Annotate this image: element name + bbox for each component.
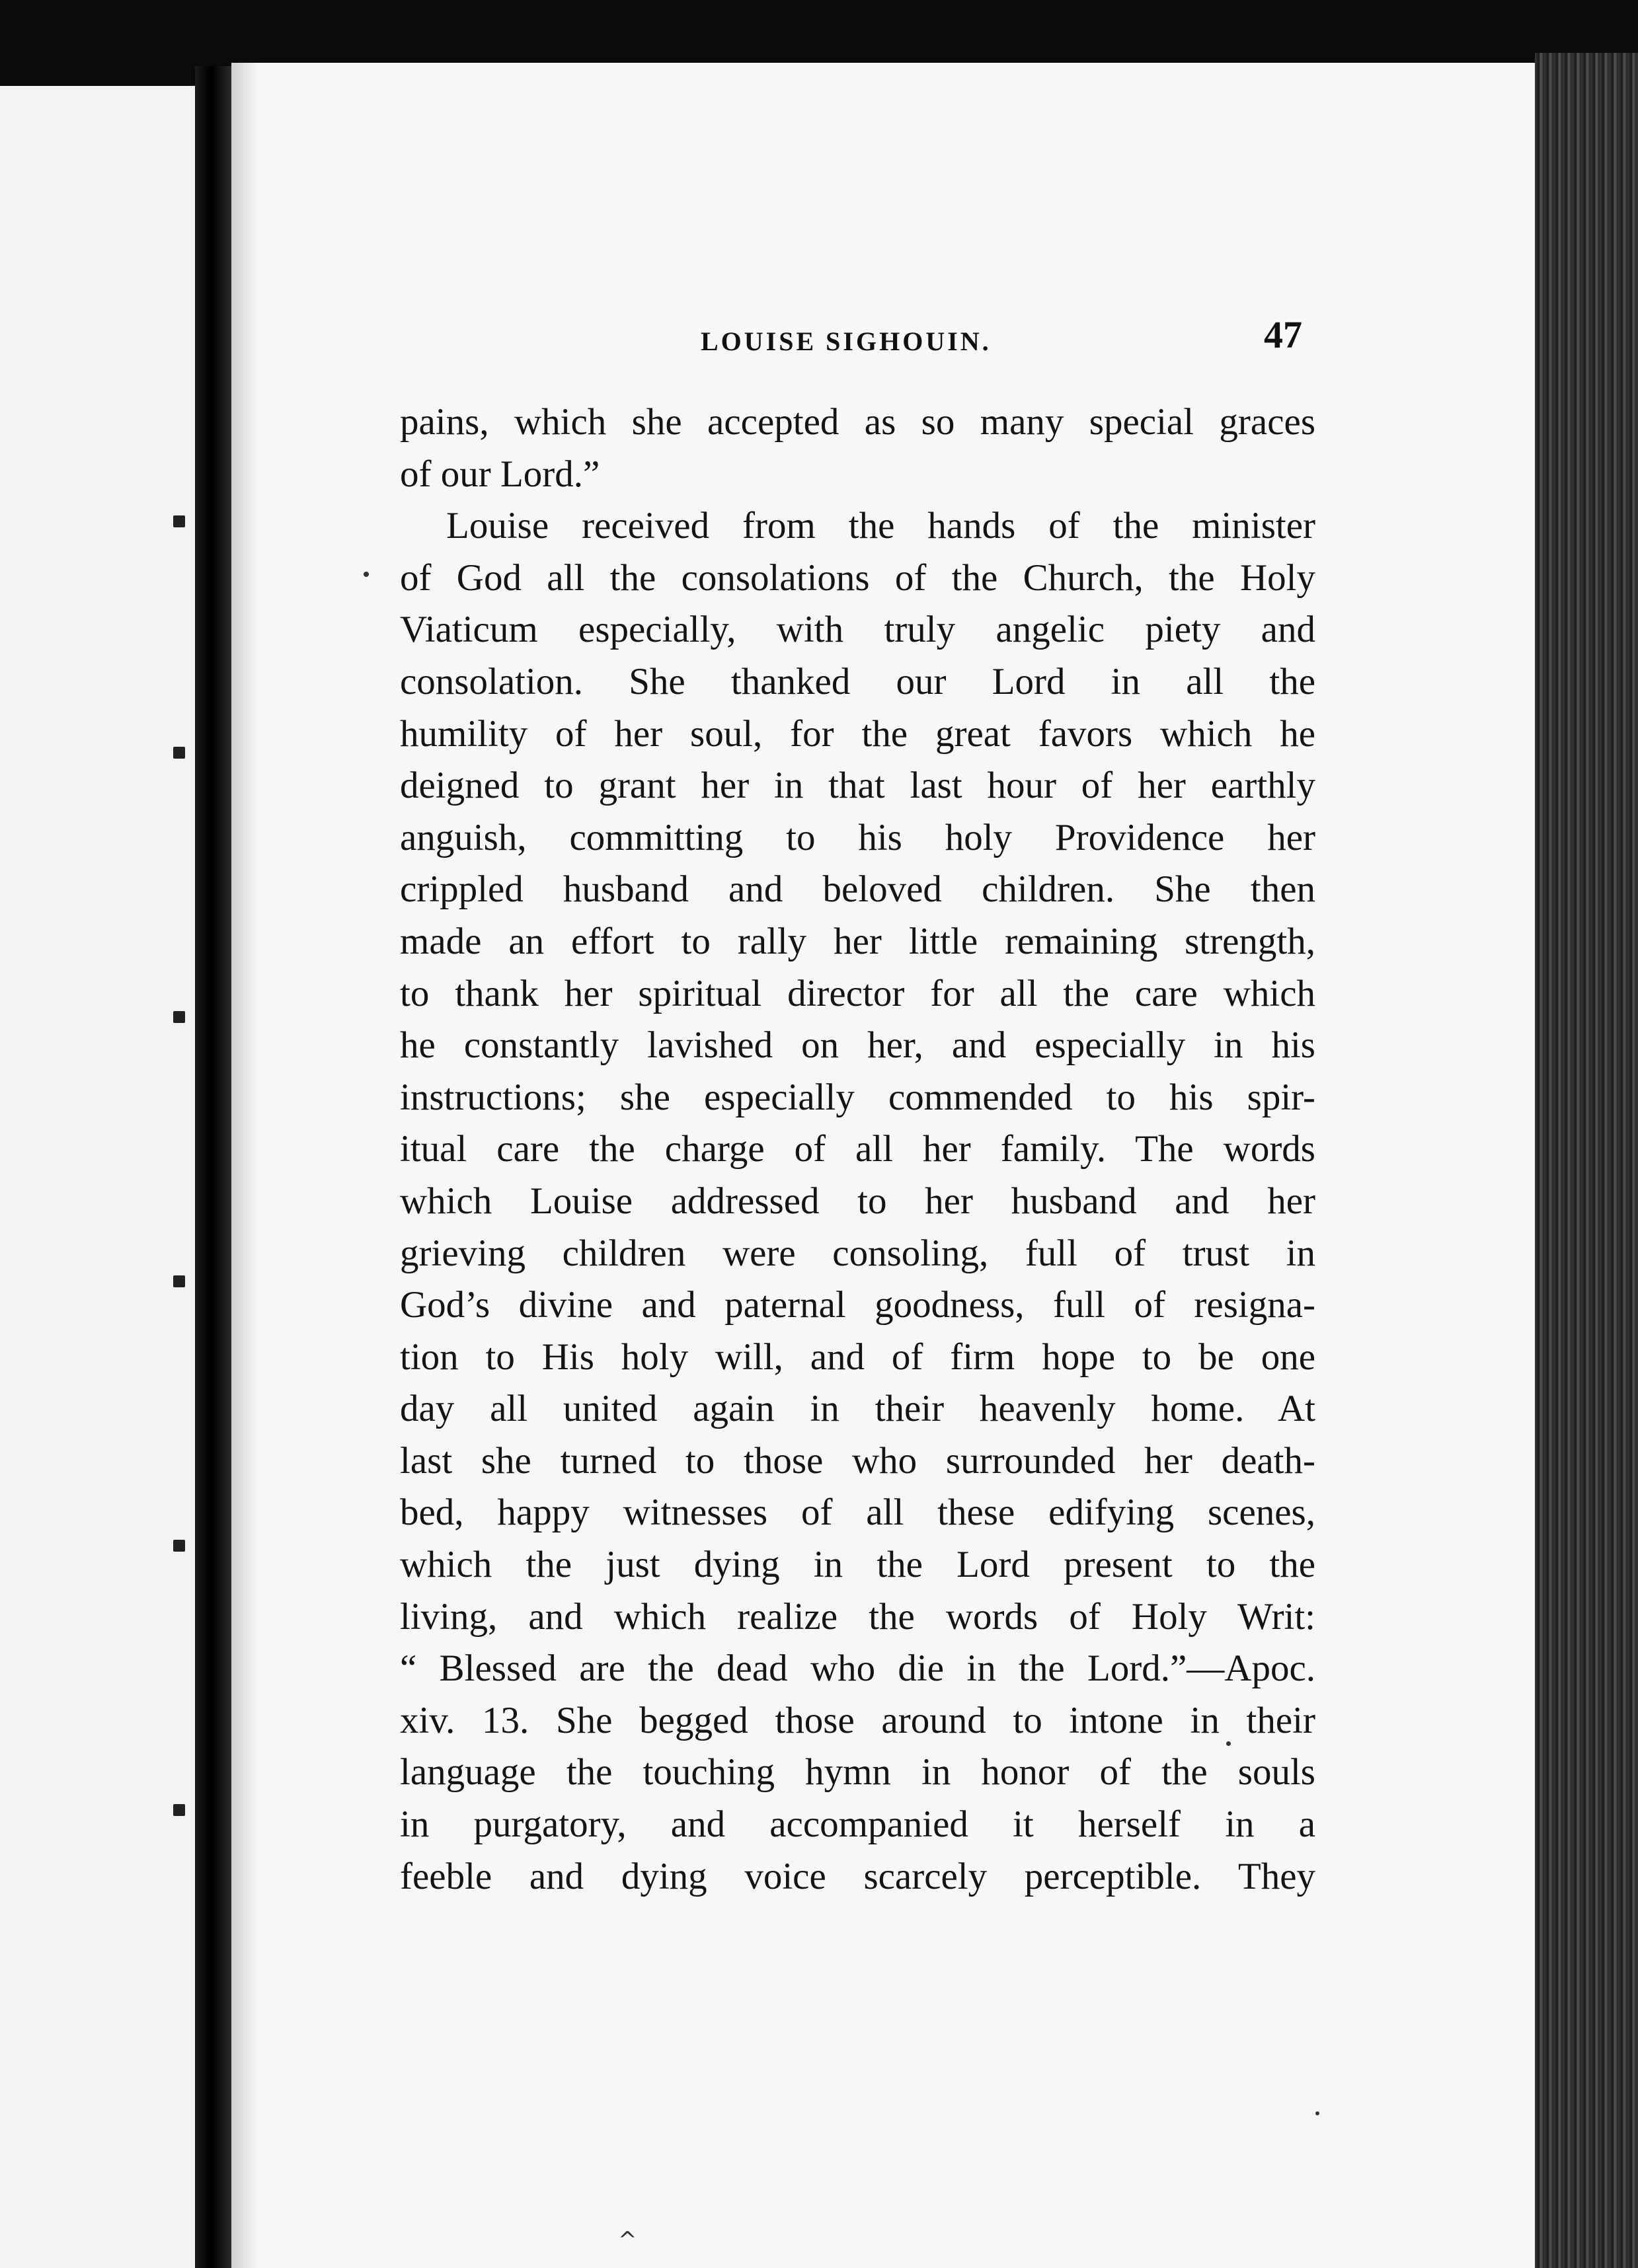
- text-line: made an effort to rally her little remaining strength,: [400, 920, 1315, 962]
- ink-speck: [364, 572, 369, 577]
- text-line: of God all the consolations of the Church, the Holy: [400, 556, 1315, 599]
- text-line: grieving children were consoling, full of trust in: [400, 1232, 1315, 1274]
- text-line: feeble and dying voice scarcely perceptible. They: [400, 1855, 1315, 1897]
- text-line: consolation. She thanked our Lord in all the: [400, 660, 1315, 702]
- text-line: pains, which she accepted as so many special graces: [400, 401, 1315, 443]
- text-line: xiv. 13. She begged those around to intone in their: [400, 1699, 1315, 1741]
- text-line: tion to His holy will, and of firm hope to be one: [400, 1336, 1315, 1378]
- ink-speck: [1315, 2111, 1319, 2115]
- text-line: instructions; she especially commended to his spir-: [400, 1076, 1315, 1118]
- text-line: God’s divine and paternal goodness, full of resigna-: [400, 1284, 1315, 1326]
- page-shadow: [231, 63, 258, 2268]
- text-line: language the touching hymn in honor of the souls: [400, 1751, 1315, 1794]
- bleed-mark: [173, 1011, 185, 1023]
- text-line: Louise received from the hands of the minister: [446, 505, 1315, 547]
- text-line: in purgatory, and accompanied it herself in a: [400, 1803, 1315, 1846]
- left-facing-page: [0, 86, 195, 2268]
- text-line: of our Lord.”: [400, 453, 600, 495]
- footer-mark: ^: [618, 2227, 637, 2253]
- ink-speck: [1226, 1741, 1231, 1746]
- text-line: to thank her spiritual director for all the care which: [400, 972, 1315, 1014]
- page-header: [231, 313, 1535, 365]
- text-line: itual care the charge of all her family. The words: [400, 1128, 1315, 1170]
- text-line: humility of her soul, for the great favors which he: [400, 712, 1315, 755]
- book-page: [231, 63, 1535, 2268]
- text-line: crippled husband and beloved children. She then: [400, 868, 1315, 911]
- running-head: LOUISE SIGHOUIN.: [701, 326, 992, 356]
- page-edges: [1535, 53, 1638, 2268]
- bleed-mark: [173, 1540, 185, 1552]
- text-line: anguish, committing to his holy Providence her: [400, 816, 1315, 858]
- page-number: 47: [1264, 313, 1302, 356]
- text-line: bed, happy witnesses of all these edifying scenes,: [400, 1492, 1315, 1534]
- text-line: deigned to grant her in that last hour of her earthly: [400, 765, 1315, 807]
- text-line: which the just dying in the Lord present to the: [400, 1544, 1315, 1586]
- bleed-mark: [173, 747, 185, 759]
- text-line: he constantly lavished on her, and especially in his: [400, 1024, 1315, 1067]
- text-line: which Louise addressed to her husband and her: [400, 1180, 1315, 1222]
- bleed-mark: [173, 515, 185, 527]
- book-gutter: [195, 66, 231, 2268]
- text-line: day all united again in their heavenly home. At: [400, 1388, 1315, 1430]
- body-text: [400, 397, 1315, 1903]
- text-line: last she turned to those who surrounded her death-: [400, 1439, 1315, 1482]
- bleed-mark: [173, 1804, 185, 1816]
- bleed-mark: [173, 1275, 185, 1287]
- text-line: Viaticum especially, with truly angelic piety and: [400, 609, 1315, 651]
- text-line: “ Blessed are the dead who die in the Lord.”—Apoc.: [400, 1647, 1315, 1690]
- text-line: living, and which realize the words of Holy Writ:: [400, 1595, 1315, 1638]
